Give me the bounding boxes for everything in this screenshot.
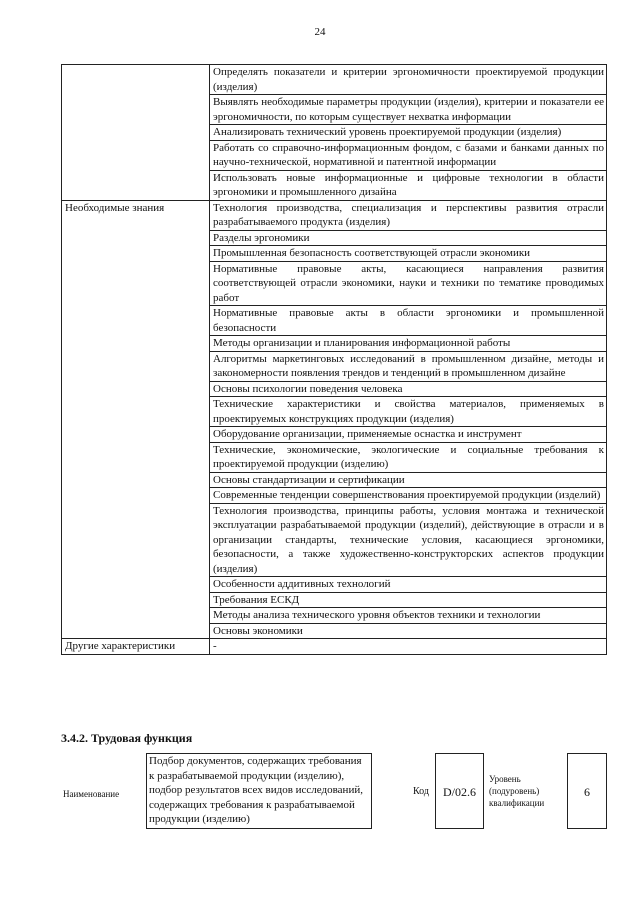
skill-item: Выявлять необходимые параметры продукции (изделия), критерии и показатели ее эргономичности, по которым существует нехватка информации <box>210 95 607 125</box>
knowledge-item: Особенности аддитивных технологий <box>210 577 607 593</box>
knowledge-item: Методы анализа технического уровня объектов техники и технологии <box>210 608 607 624</box>
table-row <box>62 381 607 397</box>
page-number: 24 <box>314 26 326 38</box>
name-label: Наименование <box>63 789 120 799</box>
section-heading: 3.4.2. Трудовая функция <box>61 731 193 745</box>
skill-item: Анализировать технический уровень проектируемой продукции (изделия) <box>210 125 607 141</box>
table-row <box>62 608 607 624</box>
table-row <box>62 306 607 336</box>
knowledge-item: Современные тенденции совершенствования проектируемой продукции (изделий) <box>210 488 607 504</box>
knowledge-item: Требования ЕСКД <box>210 592 607 608</box>
labor-function-block <box>61 753 607 833</box>
table-row <box>62 246 607 262</box>
table-row <box>62 592 607 608</box>
table-row <box>62 639 607 655</box>
knowledge-label: Необходимые знания <box>62 200 210 230</box>
table-row <box>62 351 607 381</box>
table-row <box>62 442 607 472</box>
table-row <box>62 623 607 639</box>
table-row <box>62 200 607 230</box>
knowledge-item: Технические характеристики и свойства материалов, применяемых в проектируемых конструкциях продукции (изделия) <box>210 397 607 427</box>
skills-label-cell <box>62 140 210 170</box>
requirements-table <box>61 64 607 655</box>
skill-item: Работать со справочно-информационным фондом, с базами и банками данных по научно-технической, нормативной и патентной информации <box>210 140 607 170</box>
knowledge-item: Основы экономики <box>210 623 607 639</box>
qualification-level-value: 6 <box>567 753 607 829</box>
table-row <box>62 95 607 125</box>
knowledge-item: Разделы эргономики <box>210 230 607 246</box>
function-code-value: D/02.6 <box>435 753 484 829</box>
knowledge-item: Нормативные правовые акты в области эргономики и промышленной безопасности <box>210 306 607 336</box>
knowledge-item: Промышленная безопасность соответствующей отрасли экономики <box>210 246 607 262</box>
knowledge-item: Оборудование организации, применяемые оснастка и инструмент <box>210 427 607 443</box>
other-characteristics-label: Другие характеристики <box>62 639 210 655</box>
table-row <box>62 230 607 246</box>
knowledge-item: Основы стандартизации и сертификации <box>210 472 607 488</box>
skill-item: Использовать новые информационные и цифровые технологии в области эргономики и промышленного дизайна <box>210 170 607 200</box>
table-row <box>62 170 607 200</box>
skill-item: Определять показатели и критерии эргономичности проектируемой продукции (изделия) <box>210 65 607 95</box>
table-row <box>62 503 607 577</box>
knowledge-item: Основы психологии поведения человека <box>210 381 607 397</box>
skills-label-cell <box>62 65 210 95</box>
knowledge-item: Технология производства, принципы работы, условия монтажа и технической эксплуатации разрабатываемой продукции (изделий), действующие в отрасли и в организации стандарты, технические условия, касающиеся эргономики, безопасности, а также художественно-конструкторских аспектов продукции (изделия) <box>210 503 607 577</box>
table-row <box>62 261 607 306</box>
table-row <box>62 427 607 443</box>
knowledge-item: Технология производства, специализация и перспективы развития отрасли разрабатываемого продукта (изделия) <box>210 200 607 230</box>
skills-label-cell <box>62 125 210 141</box>
code-label: Код <box>413 786 429 797</box>
knowledge-item: Нормативные правовые акты, касающиеся направления развития соответствующей отрасли экономики, науки и техники по тематике проводимых работ <box>210 261 607 306</box>
skills-label-cell <box>62 95 210 125</box>
knowledge-item: Технические, экономические, экологические и социальные требования к проектируемой продукции (изделию) <box>210 442 607 472</box>
table-row <box>62 397 607 427</box>
table-row <box>62 65 607 95</box>
knowledge-item: Алгоритмы маркетинговых исследований в промышленном дизайне, методы и закономерности появления трендов и тенденций в промышленном дизайне <box>210 351 607 381</box>
table-row <box>62 336 607 352</box>
table-row <box>62 488 607 504</box>
other-characteristics-value: - <box>210 639 607 655</box>
table-row <box>62 472 607 488</box>
qualification-level-label: Уровень (подуровень) квалификации <box>489 774 545 808</box>
table-row <box>62 140 607 170</box>
table-row <box>62 577 607 593</box>
skills-label-cell <box>62 170 210 200</box>
table-row <box>62 125 607 141</box>
function-name-value: Подбор документов, содержащих требования к разрабатываемой продукции (изделию), подбор результатов всех видов исследований, содержащих требования к разрабатываемой продукции (изделию) <box>146 753 372 829</box>
knowledge-item: Методы организации и планирования информационной работы <box>210 336 607 352</box>
